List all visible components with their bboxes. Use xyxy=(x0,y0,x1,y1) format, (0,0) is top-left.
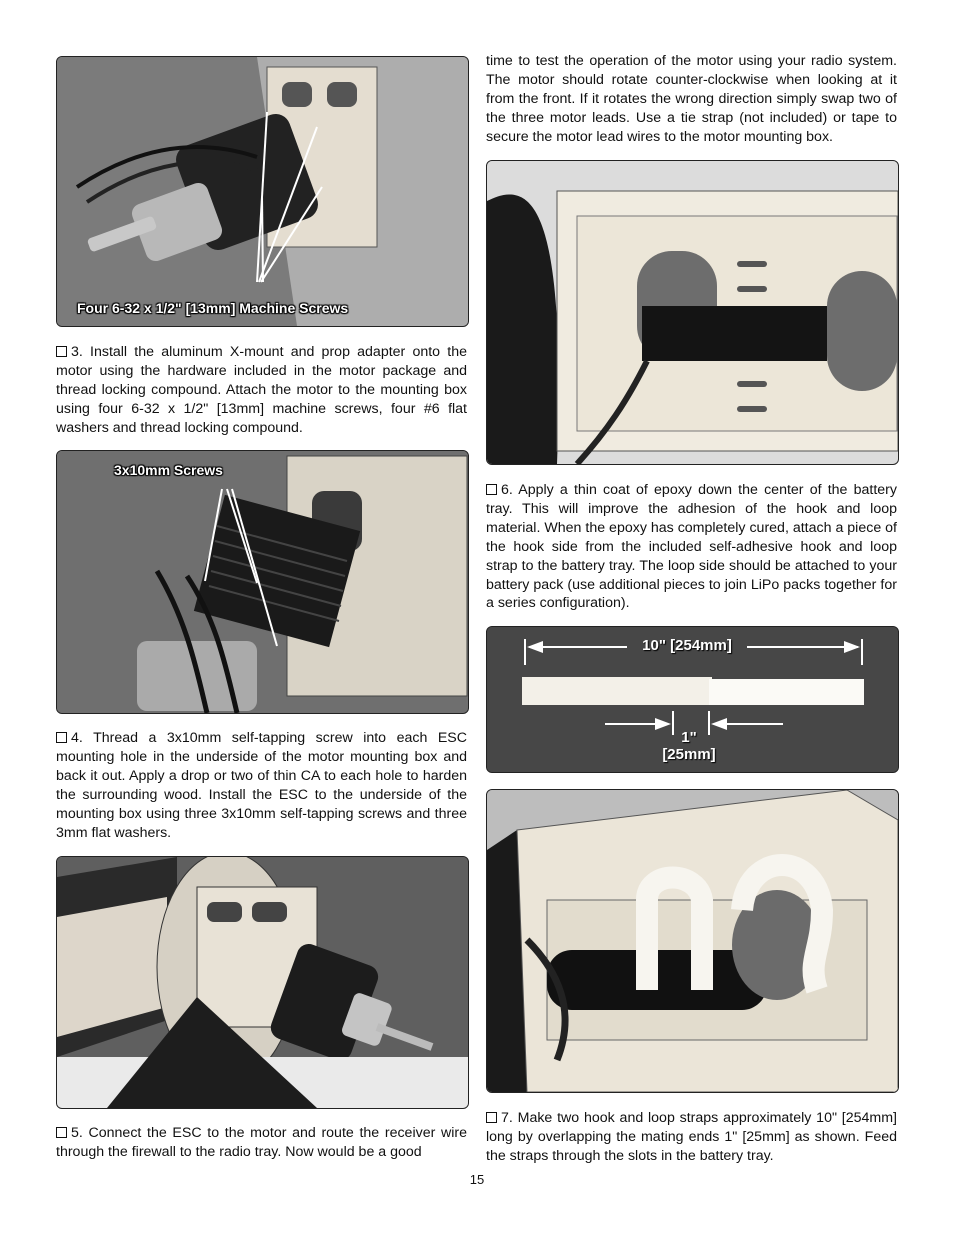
page-number: 15 xyxy=(469,1172,485,1187)
fig2-caption: 3x10mm Screws xyxy=(114,462,223,478)
fig1-caption: Four 6-32 x 1/2" [13mm] Machine Screws xyxy=(77,300,349,316)
step-5: 5. Connect the ESC to the motor and route the receiver wire through the firewall to the radio tray. Now would be a good xyxy=(56,1125,467,1160)
photo-strap-dimensions xyxy=(486,626,899,773)
photo-straps-in-tray xyxy=(486,789,899,1093)
photo-esc-install xyxy=(56,450,469,714)
step-6: 6. Apply a thin coat of epoxy down the center of the battery tray. This will improve the adhesion of the hook and loop material. When the epoxy has completely cured, attach a piece of the hook side from the included self-adhesive hook and loop strap to the battery tray. The loop side should be attached to your battery pack (use additional pieces to join LiPo packs together for a series configuration). xyxy=(486,482,897,612)
checkbox-step-7[interactable] xyxy=(486,1112,497,1123)
firewall-illustration xyxy=(57,857,468,1108)
step-3: 3. Install the aluminum X-mount and prop adapter onto the motor using the hardware included in the motor package and thread locking compound. Attach the motor to the mounting box using four 6-32 x 1/2" [13mm] machine screws, four #6 flat washers and thread locking compound. xyxy=(56,344,467,436)
photo-motor-mount xyxy=(56,56,469,327)
checkbox-step-3[interactable] xyxy=(56,346,67,357)
step-7: 7. Make two hook and loop straps approximately 10" [254mm] long by overlapping the mating ends 1" [25mm] as shown. Feed the straps through the slots in the battery tray. xyxy=(486,1110,897,1164)
checkbox-step-4[interactable] xyxy=(56,732,67,743)
step-5-continued: time to test the operation of the motor using your radio system. The motor should rotate counter-clockwise when looking at it from the front. If it rotates the wrong direction simply swap two of the three motor leads. Use a tie strap (not included) or tape to secure the motor lead wires to the motor mounting box. xyxy=(486,53,897,145)
checkbox-step-6[interactable] xyxy=(486,484,497,495)
battery-tray-illustration xyxy=(487,161,898,464)
dim-length-label: 10" [254mm] xyxy=(642,637,732,654)
esc-illustration xyxy=(57,451,468,713)
photo-motor-firewall xyxy=(56,856,469,1109)
step-4: 4. Thread a 3x10mm self-tapping screw into each ESC mounting hole in the underside of the motor mounting box and back it out. Apply a drop or two of thin CA to each hole to harden the surrounding wood. Install the ESC to the underside of the mounting box using three 3x10mm self-tapping screws and three 3mm flat washers. xyxy=(56,730,467,841)
straps-tray-illustration xyxy=(487,790,898,1092)
photo-battery-tray-hook xyxy=(486,160,899,465)
checkbox-step-5[interactable] xyxy=(56,1127,67,1138)
dim-overlap-mm: [25mm] xyxy=(662,746,716,763)
dim-overlap-inches: 1" xyxy=(681,729,697,746)
motor-mount-illustration xyxy=(57,57,468,326)
